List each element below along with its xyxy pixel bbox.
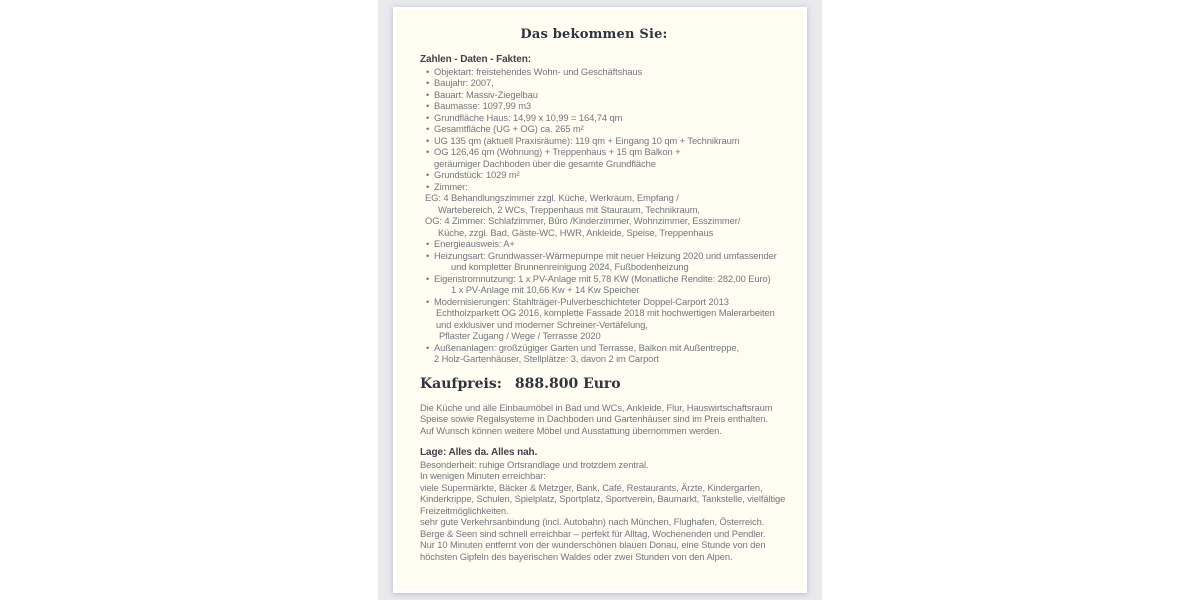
fact-line: UG 135 qm (aktuell Praxisräume): 119 qm + Eingang 10 qm + Technikraum (434, 134, 740, 146)
bullet-icon: • (426, 65, 430, 77)
fact-line: OG 126,46 qm (Wohnung) + Treppenhaus + 15 qm Balkon + (434, 146, 681, 157)
bullet-icon: • (426, 100, 430, 111)
fact-item (420, 77, 792, 89)
location-line: Berge & Seen sind schnell erreichbar – perfekt für Alltag, Wochenenden und Pendler. (420, 527, 766, 539)
bullet-icon: • (426, 123, 430, 134)
bullet-icon: • (426, 134, 430, 146)
fact-item (420, 238, 792, 250)
fact-line: Zimmer: (434, 180, 468, 192)
fact-line: Baumasse: 1097,99 m3 (434, 100, 532, 111)
bullet-icon: • (426, 295, 430, 307)
bullet-icon: • (426, 341, 430, 353)
page-title: Das bekommen Sie: (520, 27, 668, 42)
document-canvas (378, 0, 822, 600)
fact-line: Pflaster Zugang / Wege / Terrasse 2020 (439, 330, 601, 341)
bullet-icon: • (426, 249, 430, 261)
location-line: Freizeitmöglichkeiten. (420, 504, 509, 516)
fact-line: Eigenstromnutzung: 1 x PV-Anlage mit 5,78 KW (Monatliche Rendite: 282,00 Euro) (434, 272, 771, 284)
bullet-icon: • (426, 77, 430, 88)
bullet-icon: • (426, 146, 430, 157)
fact-item (420, 273, 792, 296)
fact-item (420, 112, 792, 124)
fact-item (420, 66, 792, 78)
fact-line: geräumiger Dachboden über die gesamte Grundfläche (434, 157, 656, 169)
fact-line: Heizungsart: Grundwasser-Wärmepumpe mit neuer Heizung 2020 und umfassender (434, 249, 777, 261)
fact-line: EG: 4 Behandlungszimmer zzgl. Küche, Werkraum, Empfang / (425, 192, 679, 203)
location-line: Nur 10 Minuten entfernt von der wunderschönen blauen Donau, eine Stunde von den (420, 539, 766, 550)
fact-line: Modernisierungen: Stahlträger-Pulverbeschichteter Doppel-Carport 2013 (434, 295, 729, 307)
price-value: 888.800 Euro (514, 375, 621, 392)
price-label: Kaufpreis: (420, 375, 502, 392)
location-line: In wenigen Minuten erreichbar: (420, 470, 546, 481)
fact-line: Außenanlagen: großzügiger Garten und Terrasse, Balkon mit Außentreppe, (434, 341, 739, 353)
fact-line: Grundfläche Haus: 14,99 x 10,99 = 164,74 qm (434, 111, 623, 123)
fact-line: Baujahr: 2007, (434, 77, 494, 88)
location-line: sehr gute Verkehrsanbindung (incl. Autobahn) nach München, Flughafen, Österreich. (420, 516, 765, 527)
bullet-icon: • (426, 111, 430, 123)
included-line: Die Küche und alle Einbaumöbel in Bad und WCs, Ankleide, Flur, Hauswirtschaftsraum (420, 401, 773, 413)
fact-item (420, 146, 792, 169)
fact-line: und kompletter Brunnenreinigung 2024, Fußbodenheizung (451, 261, 689, 272)
bullet-icon: • (426, 272, 430, 284)
fact-line: Echtholzparkett OG 2016, komplette Fassade 2018 mit hochwertigen Malerarbeiten (436, 307, 775, 318)
fact-item (420, 296, 792, 342)
fact-line: 2 Holz-Gartenhäuser, Stellplätze: 3, davon 2 im Carport (434, 353, 659, 364)
fact-line: Objektart: freistehendes Wohn- und Geschäftshaus (434, 65, 643, 77)
location-line: höchsten Gipfeln des bayerischen Waldes oder zwei Stunden von den Alpen. (420, 550, 733, 562)
fact-line: Energieausweis: A+ (434, 238, 515, 249)
fact-line: Wartebereich, 2 WCs, Treppenhaus mit Stauraum, Technikraum, (438, 203, 700, 215)
facts-heading: Zahlen - Daten - Fakten: (420, 54, 531, 65)
fact-line: 1 x PV-Anlage mit 10,66 Kw + 14 Kw Speicher (451, 284, 640, 295)
price-heading (420, 375, 792, 393)
fact-item (420, 169, 792, 181)
fact-item (420, 342, 792, 365)
included-line: Speise sowie Regalsysteme in Dachboden und Gartenhäuser sind im Preis enthalten. (420, 413, 768, 424)
location-line: Besonderheit: ruhige Ortsrandlage und trotzdem zentral. (420, 458, 649, 470)
fact-line: Grundstück: 1029 m² (434, 169, 520, 180)
bullet-icon: • (426, 88, 430, 100)
location-section (420, 447, 792, 562)
fact-item (420, 89, 792, 101)
fact-item (420, 181, 792, 239)
fact-line: und exklusiver und moderner Schreiner-Vertäfelung, (436, 318, 648, 330)
fact-item (420, 250, 792, 273)
facts-list (420, 66, 792, 365)
fact-item (420, 123, 792, 135)
bullet-icon: • (426, 238, 430, 249)
fact-line: Bauart: Massiv-Ziegelbau (434, 88, 538, 100)
bullet-icon: • (426, 180, 430, 192)
location-line: viele Supermärkte, Bäcker & Metzger, Bank, Café, Restaurants, Ärzte, Kindergarten, (420, 481, 763, 493)
location-line: Kinderkrippe, Schulen, Spielplatz, Sportplatz, Sportverein, Baumarkt, Tankstelle, vielfältige (420, 493, 786, 504)
location-heading: Lage: Alles da. Alles nah. (420, 447, 538, 458)
fact-line: Küche, zzgl. Bad, Gäste-WC, HWR, Ankleide, Speise, Treppenhaus (438, 226, 714, 238)
fact-item (420, 100, 792, 112)
fact-item (420, 135, 792, 147)
included-line: Auf Wunsch können weitere Möbel und Ausstattung übernommen werden. (420, 424, 722, 436)
bullet-icon: • (426, 169, 430, 180)
fact-line: OG: 4 Zimmer: Schlafzimmer, Büro /Kinderzimmer, Wohnzimmer, Esszimmer/ (425, 215, 741, 226)
included-paragraph (420, 402, 792, 437)
document-page (393, 7, 807, 593)
fact-line: Gesamtfläche (UG + OG) ca. 265 m² (434, 123, 584, 134)
